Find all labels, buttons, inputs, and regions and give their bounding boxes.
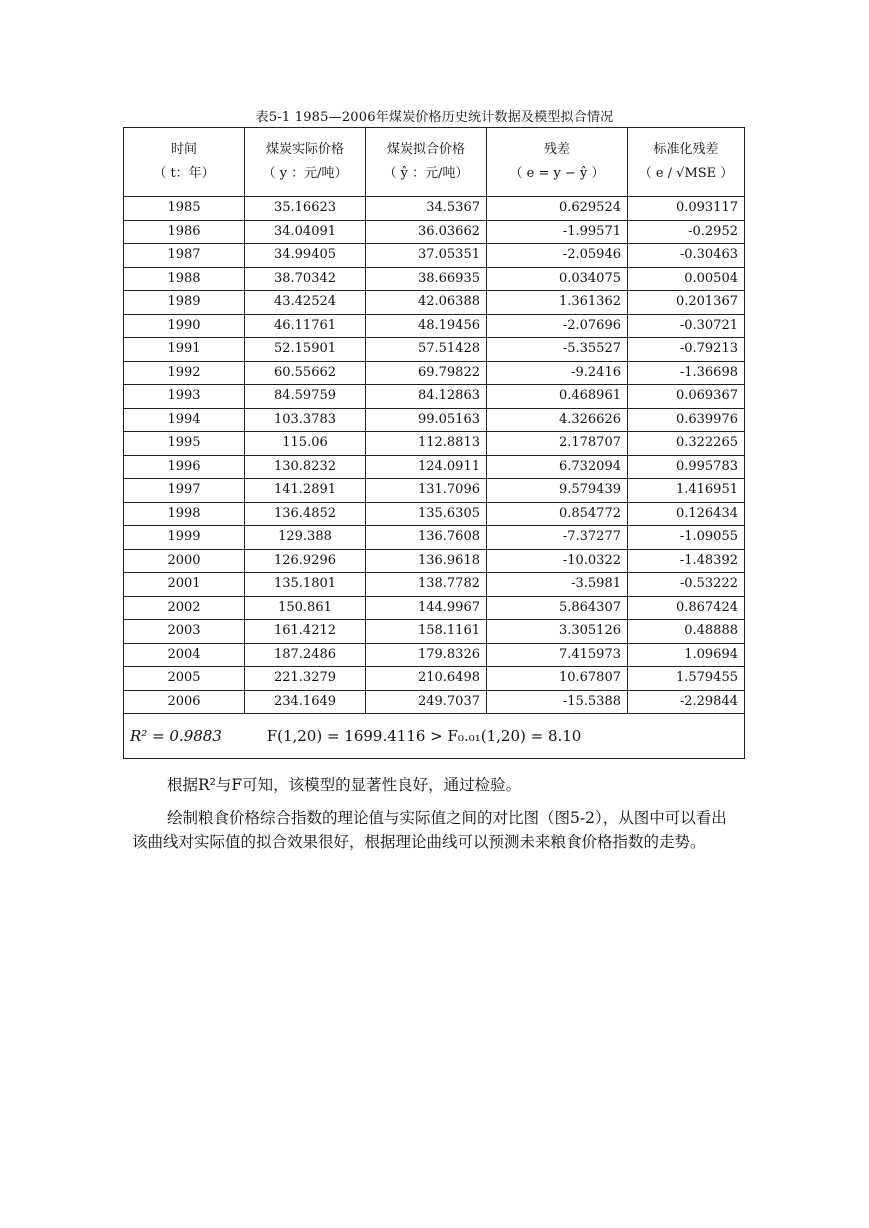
- cell-standardized-residual: 0.867424: [628, 596, 745, 620]
- cell-residual: -10.0322: [487, 549, 628, 573]
- header-actual-title: 煤炭实际价格: [265, 142, 344, 157]
- cell-standardized-residual: 0.322265: [628, 432, 745, 456]
- cell-fitted-price: 144.9967: [366, 596, 487, 620]
- cell-fitted-price: 131.7096: [366, 479, 487, 503]
- table-caption: 表5-1 1985—2006年煤炭价格历史统计数据及模型拟合情况: [255, 110, 614, 125]
- cell-actual-price: 52.15901: [245, 338, 366, 362]
- cell-year: 1989: [124, 291, 245, 315]
- table-row: [124, 361, 745, 385]
- cell-standardized-residual: -0.2952: [628, 220, 745, 244]
- cell-actual-price: 221.3279: [245, 667, 366, 691]
- cell-year: 2004: [124, 643, 245, 667]
- cell-fitted-price: 36.03662: [366, 220, 487, 244]
- cell-year: 2001: [124, 573, 245, 597]
- header-fitted-title: 煤炭拟合价格: [386, 142, 465, 157]
- table-row: [124, 479, 745, 503]
- cell-actual-price: 129.388: [245, 526, 366, 550]
- cell-year: 1999: [124, 526, 245, 550]
- cell-actual-price: 35.16623: [245, 197, 366, 221]
- cell-actual-price: 130.8232: [245, 455, 366, 479]
- cell-actual-price: 34.04091: [245, 220, 366, 244]
- cell-residual: -2.07696: [487, 314, 628, 338]
- table-row: [124, 455, 745, 479]
- table-row: [124, 502, 745, 526]
- cell-residual: 10.67807: [487, 667, 628, 691]
- cell-residual: -3.5981: [487, 573, 628, 597]
- cell-standardized-residual: 0.093117: [628, 197, 745, 221]
- cell-residual: 3.305126: [487, 620, 628, 644]
- cell-year: 1996: [124, 455, 245, 479]
- table-row: [124, 549, 745, 573]
- cell-year: 1990: [124, 314, 245, 338]
- cell-actual-price: 187.2486: [245, 643, 366, 667]
- table-row: [124, 596, 745, 620]
- cell-standardized-residual: 0.069367: [628, 385, 745, 409]
- cell-residual: 1.361362: [487, 291, 628, 315]
- cell-standardized-residual: 1.579455: [628, 667, 745, 691]
- cell-year: 1995: [124, 432, 245, 456]
- cell-year: 1987: [124, 244, 245, 268]
- cell-standardized-residual: -0.30463: [628, 244, 745, 268]
- cell-standardized-residual: 0.639976: [628, 408, 745, 432]
- cell-standardized-residual: -0.53222: [628, 573, 745, 597]
- cell-residual: -7.37277: [487, 526, 628, 550]
- cell-standardized-residual: 1.09694: [628, 643, 745, 667]
- cell-fitted-price: 136.7608: [366, 526, 487, 550]
- header-time-title: 时间: [170, 142, 197, 157]
- cell-fitted-price: 179.8326: [366, 643, 487, 667]
- cell-actual-price: 103.3783: [245, 408, 366, 432]
- cell-residual: 6.732094: [487, 455, 628, 479]
- cell-fitted-price: 69.79822: [366, 361, 487, 385]
- header-std-title: 标准化残差: [653, 142, 719, 157]
- cell-standardized-residual: -0.79213: [628, 338, 745, 362]
- header-residual-formula: （ e = y − ŷ ）: [509, 166, 605, 181]
- cell-fitted-price: 136.9618: [366, 549, 487, 573]
- model-statistics: [124, 714, 745, 759]
- cell-standardized-residual: 0.201367: [628, 291, 745, 315]
- table-row: [124, 667, 745, 691]
- cell-actual-price: 84.59759: [245, 385, 366, 409]
- table-row: [124, 314, 745, 338]
- paragraph-significance: 根据R²与F可知，该模型的显著性良好，通过检验。: [167, 776, 522, 794]
- cell-year: 2002: [124, 596, 245, 620]
- paragraph-comparison: 绘制粮食价格综合指数的理论值与实际值之间的对比图（图5-2），从图中可以看出该曲线对实际值的拟合效果很好，根据理论曲线可以预测未来粮食价格指数的走势。: [132, 809, 727, 851]
- table-row: [124, 408, 745, 432]
- cell-standardized-residual: 1.416951: [628, 479, 745, 503]
- cell-residual: 7.415973: [487, 643, 628, 667]
- cell-standardized-residual: 0.48888: [628, 620, 745, 644]
- cell-residual: 0.854772: [487, 502, 628, 526]
- table-row: [124, 244, 745, 268]
- cell-year: 2005: [124, 667, 245, 691]
- cell-standardized-residual: -1.09055: [628, 526, 745, 550]
- cell-actual-price: 38.70342: [245, 267, 366, 291]
- cell-year: 1988: [124, 267, 245, 291]
- header-fitted-price: [366, 128, 487, 197]
- cell-actual-price: 60.55662: [245, 361, 366, 385]
- r-squared: R² = 0.9883: [130, 727, 222, 745]
- cell-actual-price: 34.99405: [245, 244, 366, 268]
- cell-actual-price: 150.861: [245, 596, 366, 620]
- cell-actual-price: 115.06: [245, 432, 366, 456]
- table-row: [124, 220, 745, 244]
- cell-standardized-residual: -0.30721: [628, 314, 745, 338]
- table-row: [124, 643, 745, 667]
- cell-year: 1986: [124, 220, 245, 244]
- f-test: F(1,20) = 1699.4116 > F₀.₀₁(1,20) = 8.10: [266, 727, 582, 745]
- cell-residual: -1.99571: [487, 220, 628, 244]
- cell-standardized-residual: -1.36698: [628, 361, 745, 385]
- header-actual-unit: （ y ：元/吨）: [262, 166, 348, 181]
- cell-residual: -5.35527: [487, 338, 628, 362]
- cell-year: 2000: [124, 549, 245, 573]
- cell-year: 1997: [124, 479, 245, 503]
- header-actual-price: [245, 128, 366, 197]
- cell-actual-price: 136.4852: [245, 502, 366, 526]
- cell-fitted-price: 42.06388: [366, 291, 487, 315]
- cell-residual: 0.629524: [487, 197, 628, 221]
- header-fitted-unit: （ ŷ ：元/吨）: [383, 166, 469, 181]
- cell-fitted-price: 37.05351: [366, 244, 487, 268]
- cell-actual-price: 46.11761: [245, 314, 366, 338]
- cell-residual: 2.178707: [487, 432, 628, 456]
- header-row: [124, 128, 745, 197]
- header-time-unit: （ t：年）: [153, 166, 215, 181]
- cell-residual: -9.2416: [487, 361, 628, 385]
- cell-residual: 9.579439: [487, 479, 628, 503]
- header-residual: [487, 128, 628, 197]
- cell-actual-price: 141.2891: [245, 479, 366, 503]
- cell-residual: 0.468961: [487, 385, 628, 409]
- table-row: [124, 432, 745, 456]
- cell-year: 2006: [124, 690, 245, 714]
- cell-fitted-price: 135.6305: [366, 502, 487, 526]
- cell-fitted-price: 48.19456: [366, 314, 487, 338]
- cell-year: 1992: [124, 361, 245, 385]
- cell-standardized-residual: 0.126434: [628, 502, 745, 526]
- cell-fitted-price: 99.05163: [366, 408, 487, 432]
- cell-residual: 4.326626: [487, 408, 628, 432]
- cell-year: 1998: [124, 502, 245, 526]
- cell-fitted-price: 138.7782: [366, 573, 487, 597]
- cell-residual: 5.864307: [487, 596, 628, 620]
- footer-row: [124, 714, 745, 759]
- cell-year: 1993: [124, 385, 245, 409]
- cell-fitted-price: 210.6498: [366, 667, 487, 691]
- header-time: [124, 128, 245, 197]
- cell-fitted-price: 34.5367: [366, 197, 487, 221]
- cell-year: 1985: [124, 197, 245, 221]
- cell-standardized-residual: -2.29844: [628, 690, 745, 714]
- table-row: [124, 197, 745, 221]
- cell-residual: 0.034075: [487, 267, 628, 291]
- table-row: [124, 526, 745, 550]
- table-row: [124, 267, 745, 291]
- cell-actual-price: 126.9296: [245, 549, 366, 573]
- cell-standardized-residual: 0.00504: [628, 267, 745, 291]
- table-row: [124, 291, 745, 315]
- table-row: [124, 385, 745, 409]
- table-row: [124, 338, 745, 362]
- cell-year: 2003: [124, 620, 245, 644]
- cell-actual-price: 161.4212: [245, 620, 366, 644]
- cell-actual-price: 234.1649: [245, 690, 366, 714]
- cell-fitted-price: 84.12863: [366, 385, 487, 409]
- header-std-formula: （ e / √MSE ）: [638, 166, 734, 181]
- cell-fitted-price: 112.8813: [366, 432, 487, 456]
- cell-fitted-price: 38.66935: [366, 267, 487, 291]
- cell-fitted-price: 249.7037: [366, 690, 487, 714]
- cell-residual: -2.05946: [487, 244, 628, 268]
- table-body: [124, 197, 745, 714]
- cell-year: 1991: [124, 338, 245, 362]
- cell-year: 1994: [124, 408, 245, 432]
- cell-fitted-price: 124.0911: [366, 455, 487, 479]
- table-row: [124, 690, 745, 714]
- header-residual-title: 残差: [543, 142, 570, 157]
- cell-fitted-price: 57.51428: [366, 338, 487, 362]
- data-table: [123, 127, 745, 759]
- cell-actual-price: 135.1801: [245, 573, 366, 597]
- cell-standardized-residual: 0.995783: [628, 455, 745, 479]
- table-row: [124, 620, 745, 644]
- table-row: [124, 573, 745, 597]
- cell-actual-price: 43.42524: [245, 291, 366, 315]
- cell-residual: -15.5388: [487, 690, 628, 714]
- cell-fitted-price: 158.1161: [366, 620, 487, 644]
- cell-standardized-residual: -1.48392: [628, 549, 745, 573]
- header-standardized-residual: [628, 128, 745, 197]
